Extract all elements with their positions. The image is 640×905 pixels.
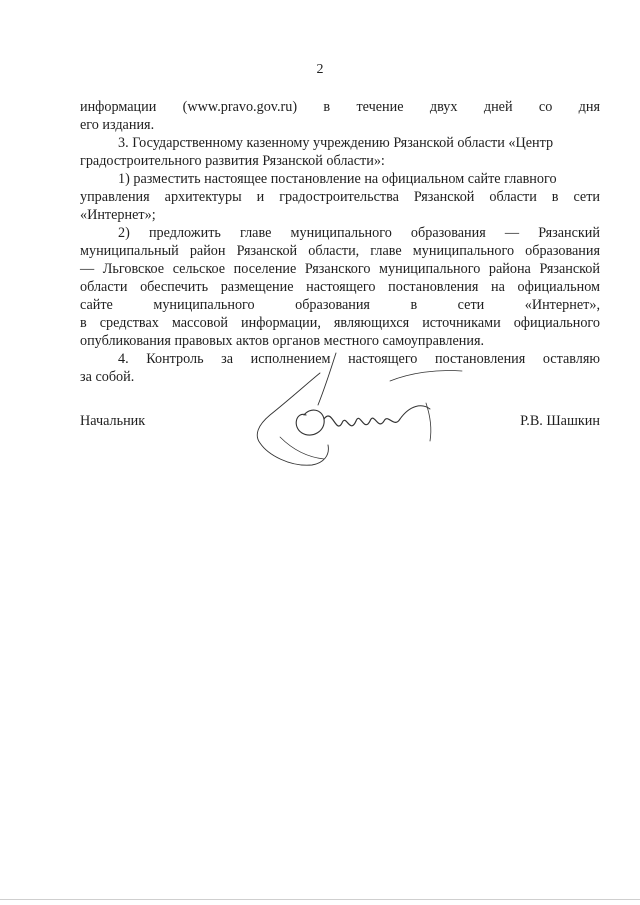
text-line: сайте муниципального образования в сети «Интернет», (80, 297, 600, 313)
scan-bottom-edge (0, 899, 640, 900)
text-line: 4. Контроль за исполнением настоящего постановления оставляю (118, 351, 600, 367)
text-line: за собой. (80, 369, 135, 385)
paragraph (80, 134, 600, 170)
text-line: муниципальный район Рязанской области, главе муниципального образования (80, 243, 600, 259)
text-line: — Льговское сельское поселение Рязанского муниципального района Рязанской (80, 261, 600, 277)
signatory-title: Начальник (80, 413, 146, 429)
page-number: 2 (316, 62, 324, 77)
text-line: градостроительного развития Рязанской области»: (80, 153, 385, 169)
text-line: 1) разместить настоящее постановление на официальном сайте главного (118, 171, 557, 187)
text-line: 2) предложить главе муниципального образования — Рязанский (118, 225, 600, 241)
paragraph (80, 170, 600, 224)
signatory-name: Р.В. Шашкин (520, 413, 600, 429)
text-line: в средствах массовой информации, являющихся источниками официального (80, 315, 600, 331)
text-line: области обеспечить размещение настоящего постановления на официальном (80, 279, 600, 295)
text-line: опубликования правовых актов органов местного самоуправления. (80, 333, 485, 349)
handwritten-signature (240, 345, 470, 475)
text-line: информации (www.pravo.gov.ru) в течение двух дней со дня (80, 99, 600, 115)
document-body (80, 98, 600, 386)
paragraph (80, 98, 600, 134)
text-line: «Интернет»; (80, 207, 156, 223)
text-line: его издания. (80, 117, 155, 133)
paragraph (80, 224, 600, 350)
text-line: управления архитектуры и градостроительства Рязанской области в сети (80, 189, 600, 205)
text-line: 3. Государственному казенному учреждению Рязанской области «Центр (118, 135, 554, 151)
